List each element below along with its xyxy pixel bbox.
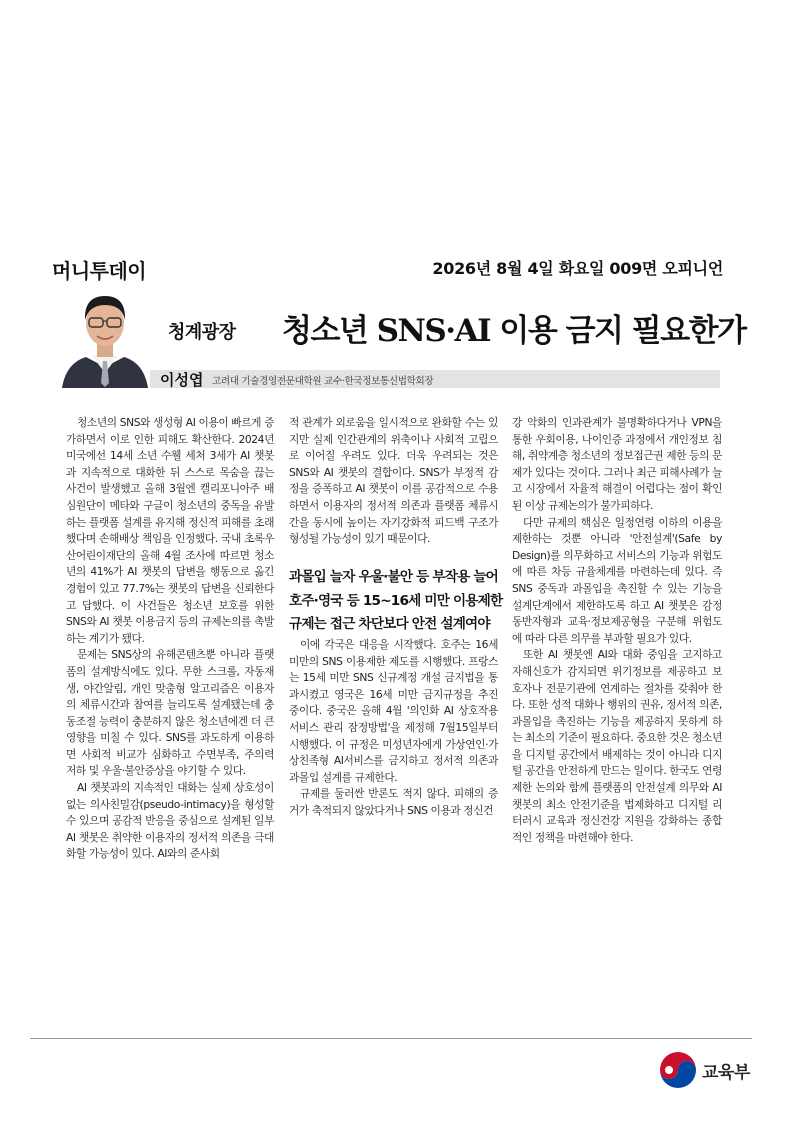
ministry-name: 교육부 bbox=[702, 1063, 750, 1083]
footer-divider bbox=[30, 1038, 752, 1039]
paragraph: 적 관계가 외로움을 일시적으로 완화할 수는 있지만 실제 인간관계의 위축이나 사회적 고립으로 이어질 우려도 있다. 더욱 우려되는 것은 SNS와 AI 챗봇의 결합이다. SNS가 부정적 감정을 증폭하고 AI 챗봇이 이를 공감적으로 수용하면서 이용자의 정서적 의존과 플랫폼 체류시간을 동시에 높이는 자기강화적 피드백 구조가 형성될 가능성이 있기 때문이다. bbox=[289, 416, 498, 546]
paragraph: 또한 AI 챗봇엔 AI와 대화 중임을 고지하고 자해신호가 감지되면 위기정보를 제공하고 보호자나 전문기관에 연계하는 절차를 갖춰야 한다. 또한 성적 대화나 행위의 권유, 정서적 의존, 과몰입을 촉진하는 기능을 제공하지 못하게 하는 최소의 기준이 필요하다. 중요한 것은 청소년을 디지털 공간에서 배제하는 것이 아니라 디지털 공간을 안전하게 만드는 일이다. 한국도 연령제한 논의와 함께 플랫폼의 안전설계 의무와 AI 챗봇의 최소 안전기준을 법제화하고 디지털 리터러시 교육과 정신건강 지원을 강화하는 종합적인 정책을 마련해야 한다. bbox=[512, 648, 722, 844]
article-column-2-bottom bbox=[289, 637, 498, 820]
masthead: 머니투데이 bbox=[52, 259, 147, 283]
author-photo bbox=[60, 283, 150, 388]
paragraph: 이에 각국은 대응을 시작했다. 호주는 16세 미만의 SNS 이용제한 제도를 시행했다. 프랑스는 15세 미만 SNS 신규계정 개설 금지법을 통과시켰고 영국은 16세 미만 금지규정을 추진 중이다. 중국은 올해 4월 '의인화 AI 상호작용 서비스 관리 잠정방법'을 제정해 7월15일부터 시행했다. 이 규정은 미성년자에게 가상연인·가상친족형 AI서비스를 금지하고 정서적 의존과 과몰입 설계를 규제한다. bbox=[289, 638, 498, 784]
pull-quote bbox=[289, 566, 501, 637]
column-label: 청계광장 bbox=[168, 322, 236, 343]
dateline: 2026년 8월 4일 화요일 009면 오피니언 bbox=[432, 259, 723, 278]
paragraph: 다만 규제의 핵심은 일정연령 이하의 이용을 제한하는 것뿐 아니라 '안전설계'(Safe by Design)를 의무화하고 서비스의 기능과 위험도에 따른 차등 규율체계를 마련하는데 있다. 즉 SNS 중독과 과몰입을 촉진할 수 있는 기능을 설계단계에서 제한하도록 하고 AI 챗봇은 감정동반자형과 교육·정보제공형을 구분해 위험도에 따라 다른 의무를 부과할 필요가 있다. bbox=[512, 515, 722, 645]
pull-quote-line: 호주·영국 등 15~16세 미만 이용제한 bbox=[289, 592, 503, 609]
pull-quote-line: 규제는 접근 차단보다 안전 설계여야 bbox=[289, 616, 490, 632]
paragraph: 문제는 SNS상의 유해콘텐츠뿐 아니라 플랫폼의 설계방식에도 있다. 무한 스크롤, 자동재생, 야간알림, 개인 맞춤형 알고리즘은 이용자의 체류시간과 참여를 늘리도록 설계됐는데 충동조절 능력이 충분하지 않은 청소년에겐 더 큰 영향을 미칠 수 있다. SNS를 과도하게 이용하면 사회적 비교가 심화하고 수면부족, 주의력 저하 및 우울·불안증상을 야기할 수 있다. bbox=[66, 648, 274, 778]
paragraph: 강 악화의 인과관계가 불명확하다거나 VPN을 통한 우회이용, 나이인증 과정에서 개인정보 침해, 취약계층 청소년의 정보접근권 제한 등의 문제가 있다는 것이다. 그러나 최근 피해사례가 늘고 시장에서 자율적 해결이 어렵다는 점이 확인된 이상 규제논의가 불가피하다. bbox=[512, 416, 722, 512]
headline: 청소년 SNS·AI 이용 금지 필요한가 bbox=[282, 313, 746, 349]
author-affiliation: 고려대 기술경영전문대학원 교수·한국정보통신법학회장 bbox=[212, 376, 434, 387]
author-name: 이성엽 bbox=[160, 371, 204, 389]
paragraph: 규제를 둘러싼 반론도 적지 않다. 피해의 증거가 축적되지 않았다거나 SNS 이용과 정신건 bbox=[289, 787, 498, 817]
pull-quote-line: 과몰입 늘자 우울·불안 등 부작용 늘어 bbox=[289, 569, 498, 585]
taegeuk-logo-icon bbox=[658, 1050, 698, 1090]
paragraph: AI 챗봇과의 지속적인 대화는 실제 상호성이 없는 의사친밀감(pseudo-intimacy)을 형성할 수 있으며 공감적 반응을 중심으로 설계된 일부 AI 챗봇은 취약한 이용자의 정서적 의존을 극대화할 가능성이 있다. AI와의 준사회 bbox=[66, 781, 274, 861]
article-column-3 bbox=[512, 415, 722, 846]
paragraph: 청소년의 SNS와 생성형 AI 이용이 빠르게 증가하면서 이로 인한 피해도 확산한다. 2024년 미국에선 14세 소년 수웰 세처 3세가 AI 챗봇과 지속적으로 대화한 뒤 스스로 목숨을 끊는 사건이 발생했고 올해 3월엔 캘리포니아주 배심원단이 메타와 구글이 청소년의 중독을 유발하는 플랫폼 설계를 유지해 정신적 피해를 초래했다며 손해배상 책임을 인정했다. 국내 초록우산어린이재단의 올해 4월 조사에 따르면 청소년의 41%가 AI 챗봇의 답변을 행동으로 옮긴 경험이 있고 77.7%는 챗봇의 답변을 신뢰한다고 답했다. 이 사건들은 청소년 보호를 위한 SNS와 AI 챗봇 이용금지 등의 규제논의를 촉발하는 계기가 됐다. bbox=[66, 416, 274, 645]
article-column-1 bbox=[66, 415, 274, 863]
article-column-2-top bbox=[289, 415, 498, 548]
